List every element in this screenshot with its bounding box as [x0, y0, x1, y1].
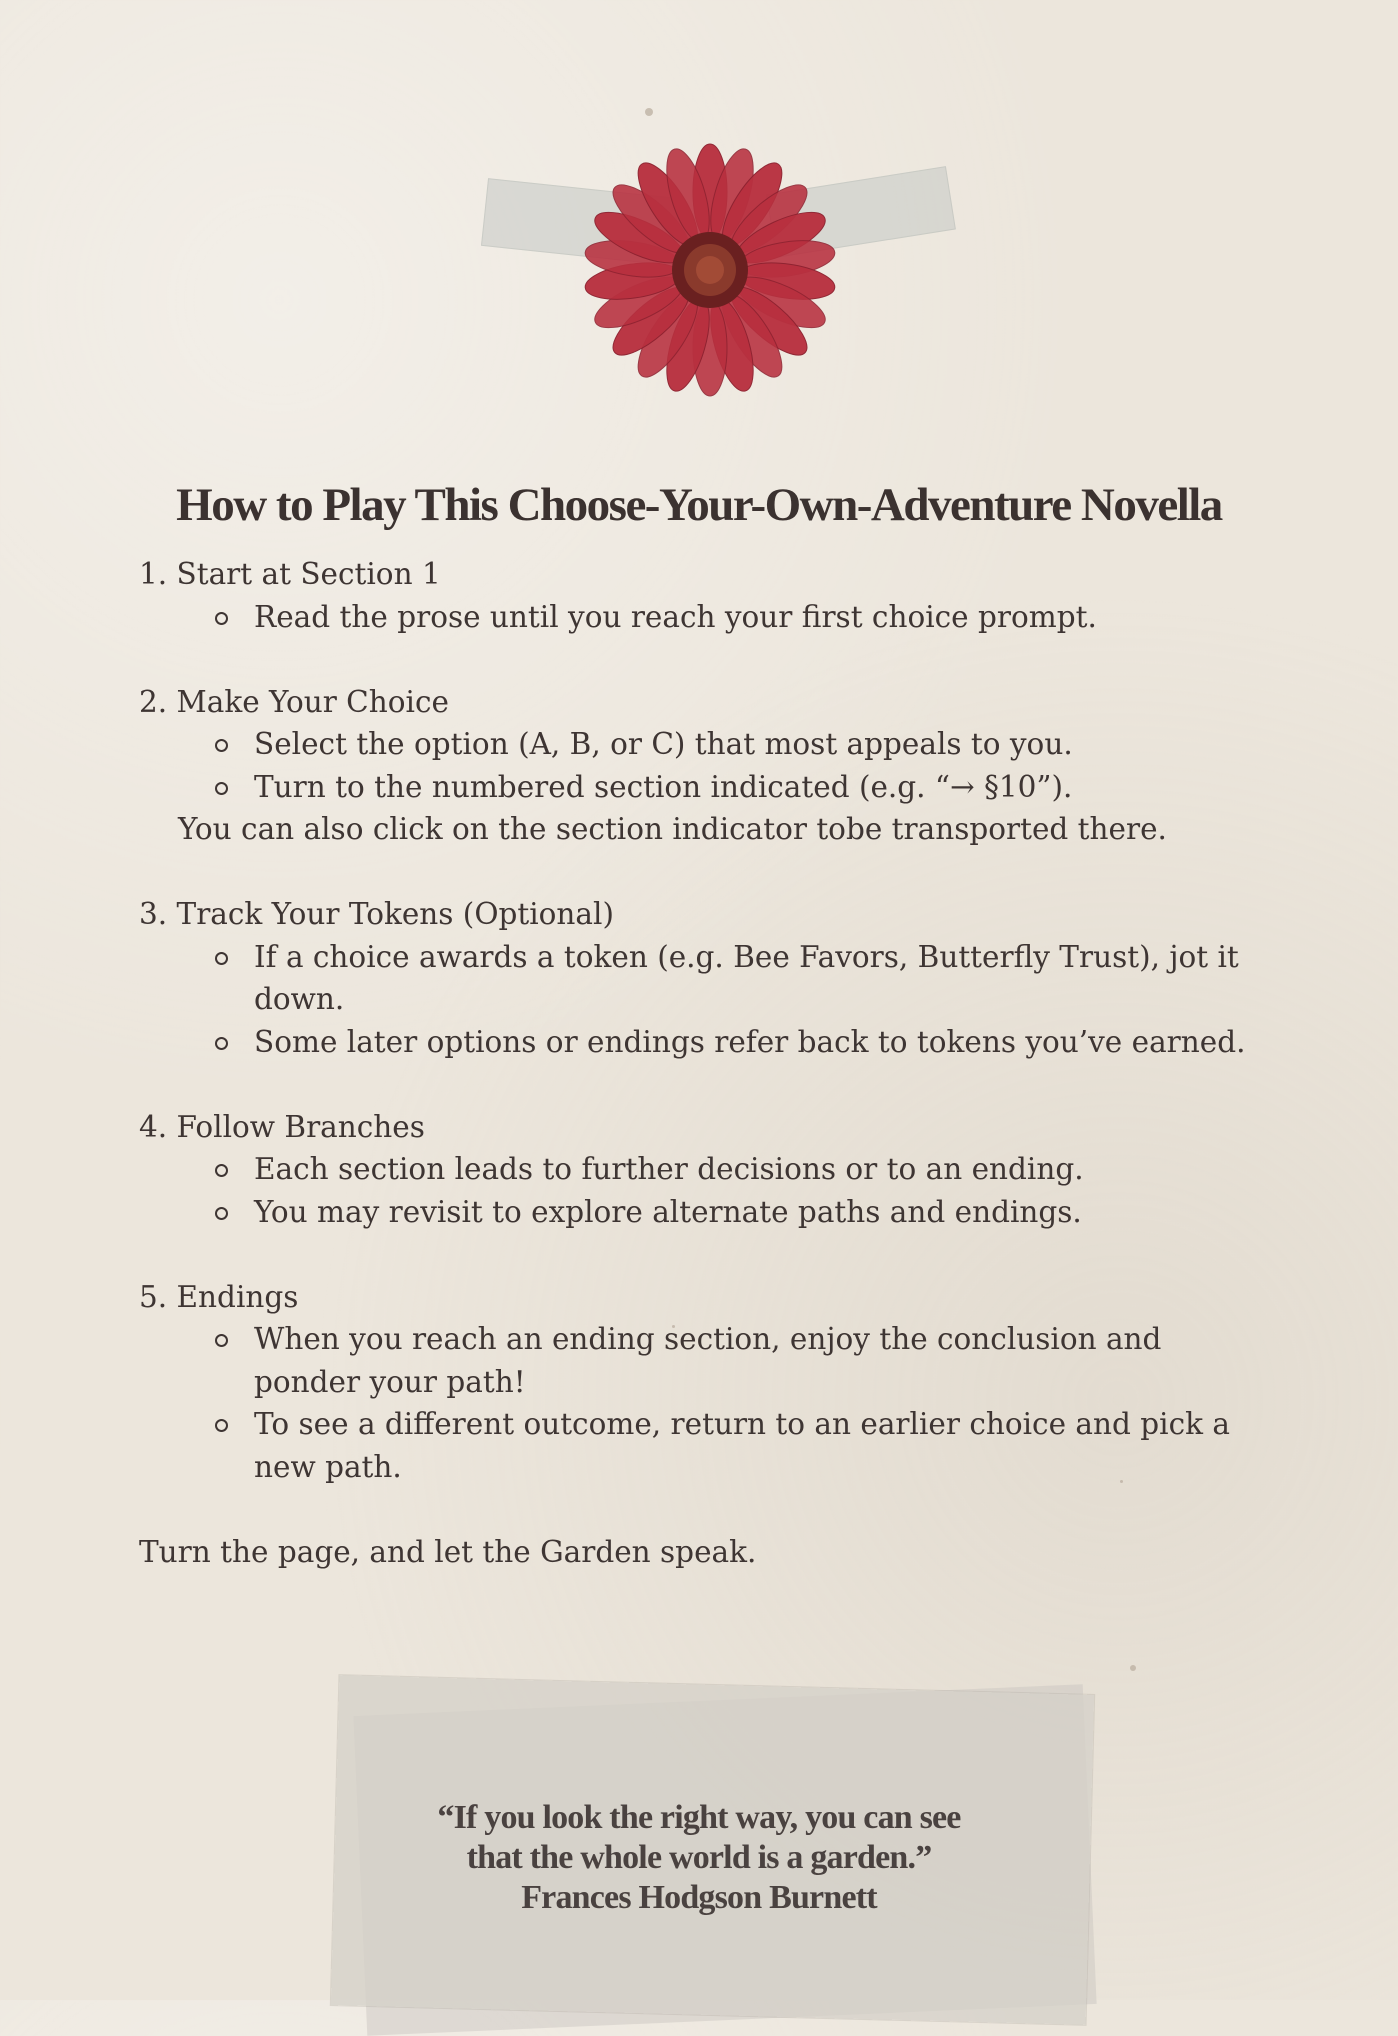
bullet-item: When you reach an ending section, enjoy the conclusion and ponder your path!	[254, 1318, 1269, 1403]
step-note: You can also click on the section indicator tobe transported there.	[178, 812, 1167, 846]
closing-line: Turn the page, and let the Garden speak.	[139, 1534, 757, 1569]
step-bullets	[139, 936, 1269, 1064]
step-title: 2. Make Your Choice	[139, 684, 449, 719]
step-3	[139, 893, 1269, 1063]
step-2	[139, 681, 1269, 851]
paper-speck	[1130, 1665, 1136, 1671]
step-bullets	[139, 723, 1269, 808]
bullet-item: Read the prose until you reach your first choice prompt.	[254, 596, 1269, 639]
bullet-item: Some later options or endings refer back to tokens you’ve earned.	[254, 1021, 1269, 1064]
bullet-item: To see a different outcome, return to an earlier choice and pick a new path.	[254, 1403, 1269, 1488]
step-4	[139, 1106, 1269, 1234]
bullet-item: If a choice awards a token (e.g. Bee Favors, Butterfly Trust), jot it down.	[254, 936, 1269, 1021]
quote-line: that the whole world is a garden.”	[466, 1839, 932, 1876]
quote-line: “If you look the right way, you can see	[437, 1799, 961, 1836]
step-bullets	[139, 1318, 1269, 1488]
step-title: 1. Start at Section 1	[139, 557, 441, 591]
step-1	[139, 553, 1269, 638]
bullet-item: Select the option (A, B, or C) that most appeals to you.	[254, 723, 1269, 766]
step-bullets	[139, 596, 1269, 639]
bullet-item: Turn to the numbered section indicated (e.g. “→ §10”).	[254, 766, 1269, 809]
instructions	[139, 553, 1269, 1573]
step-title: 3. Track Your Tokens (Optional)	[139, 897, 614, 931]
step-title: 4. Follow Branches	[139, 1109, 425, 1144]
paper-speck	[645, 108, 653, 116]
bullet-item: Each section leads to further decisions or to an ending.	[254, 1148, 1269, 1191]
red-daisy-icon	[570, 130, 850, 410]
step-bullets	[139, 1148, 1269, 1233]
quote-block	[0, 1798, 1398, 1918]
page-title: How to Play This Choose-Your-Own-Adventure Novella	[176, 479, 1222, 531]
step-title: 5. Endings	[139, 1279, 299, 1314]
step-5	[139, 1276, 1269, 1489]
quote-author: Frances Hodgson Burnett	[521, 1879, 877, 1916]
pressed-flower-decoration	[470, 130, 950, 410]
bullet-item: You may revisit to explore alternate paths and endings.	[254, 1191, 1269, 1234]
